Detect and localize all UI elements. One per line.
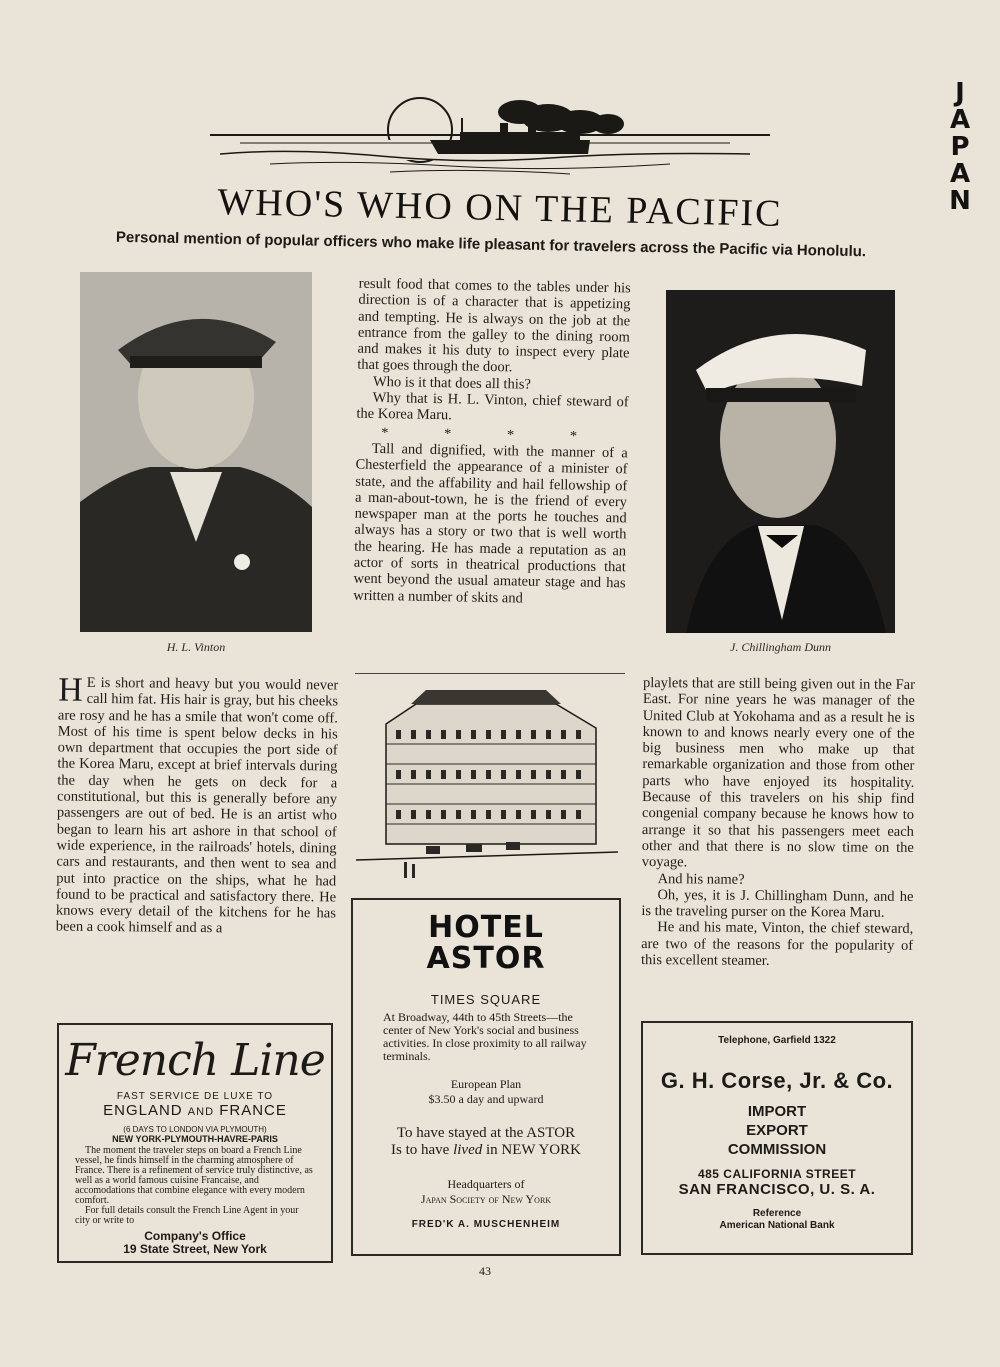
dest-text: ENGLAND: [103, 1102, 188, 1119]
hotel-building-illustration: [356, 684, 618, 894]
paragraph: And his name?: [657, 870, 745, 888]
paragraph: Tall and dignified, with the manner of a Chesterfield the appearance of a minister of state, and the affability and hail fellowship of a man-about-town, he is the friend of every newspaper man at the ports he touches and always has a story or two that is well worth the hearing. He has made a reputation as an actor of sorts in theatrical productions that went beyond the usual amateur stage and has written a number of skits and: [353, 440, 628, 607]
hotel-name-line: HOTEL: [428, 910, 544, 945]
hotel-slogan: [353, 1125, 619, 1159]
side-letter: A: [949, 159, 971, 189]
drop-cap: H: [58, 671, 83, 709]
corse-telephone: Telephone, Garfield 1322: [718, 1035, 836, 1046]
side-letter: N: [949, 186, 971, 216]
slogan-emphasis: lived: [453, 1142, 483, 1158]
french-office: [59, 1230, 331, 1256]
article-column-left: [55, 671, 339, 939]
french-days: (6 DAYS TO LONDON VIA PLYMOUTH): [123, 1125, 267, 1134]
section-divider-stars: * * * *: [381, 424, 604, 445]
hotel-rate: $3.50 a day and upward: [428, 1092, 544, 1106]
corse-reference: [643, 1208, 911, 1232]
hotel-astor-ad: [351, 898, 621, 1256]
hotel-manager: FRED'K A. MUSCHENHEIM: [411, 1219, 561, 1230]
dest-text: AND: [187, 1106, 215, 1118]
office-address: 19 State Street, New York: [123, 1242, 267, 1256]
service-line: COMMISSION: [727, 1141, 827, 1158]
french-details-text: For full details consult the French Line Agent in your city or write to: [75, 1205, 299, 1226]
french-line-ad: [57, 1023, 333, 1263]
french-route: NEW YORK-PLYMOUTH-HAVRE-PARIS: [112, 1134, 278, 1144]
slogan-text: Is to have: [391, 1142, 454, 1158]
ref-bank: American National Bank: [719, 1220, 835, 1231]
paragraph: Oh, yes, it is J. Chillingham Dunn, and he is the traveling purser on the Korea Maru.: [641, 887, 914, 921]
slogan-line: To have stayed at the ASTOR: [396, 1125, 576, 1141]
french-service: FAST SERVICE DE LUXE TO: [116, 1091, 274, 1102]
side-letter: P: [950, 132, 970, 162]
page-title: WHO'S WHO ON THE PACIFIC: [217, 181, 783, 235]
hotel-headquarters: [353, 1177, 619, 1207]
paragraph: result food that comes to the tables under his direction is of a character that is appetizing and tempting. He is always on the job at the entrance from the galley to the dining room and makes it his duty to inspect every plate that goes through the door.: [357, 275, 631, 376]
hq-line: Japan Society of New York: [420, 1192, 552, 1206]
french-line-logo: French Line: [65, 1035, 325, 1086]
french-body-text: The moment the traveler steps on board a French Line vessel, he finds himself in the charming atmosphere of France. There is a refinement of service truly distinctive, as well as a world famous cuisine Francaise, and accomodations that combine elegance with every modern comfort.: [75, 1145, 313, 1206]
hotel-plan-name: European Plan: [450, 1077, 522, 1091]
photo-caption-dunn: J. Chillingham Dunn: [730, 640, 831, 654]
office-label: Company's Office: [144, 1229, 246, 1243]
dest-text: FRANCE: [214, 1102, 287, 1119]
side-label-japan: [948, 80, 972, 215]
steamship-illustration: [210, 88, 770, 188]
portrait-photo-vinton: [80, 272, 312, 632]
hotel-name: [353, 912, 619, 974]
corse-city: SAN FRANCISCO, U. S. A.: [678, 1181, 876, 1198]
paragraph: Who is it that does all this?: [372, 373, 532, 393]
side-letter: A: [949, 105, 971, 135]
article-column-right: [641, 675, 915, 970]
french-body: [75, 1146, 313, 1226]
hotel-address: At Broadway, 44th to 45th Streets—the center of New York's social and business activities. In close proximity to all railway terminals.: [383, 1010, 587, 1063]
paragraph: He and his mate, Vinton, the chief steward, are two of the reasons for the popularity of this excellent steamer.: [640, 919, 914, 969]
hq-line: Headquarters of: [447, 1177, 525, 1191]
paragraph-text: E is short and heavy but you would never call him fat. His hair is gray, but his cheeks are rosy and he has a smile that won't come off. Most of his time is spent below decks in his own department that occupies the port side of the Korea Maru, except at brief intervals during the day when he gets on deck for a constitutional, but this is generally before any passengers are out of bed. He is an artist who began to learn his art ashore in that school of wide experience, in the railroads' hotels, dining cars and restaurants, and then went to sea and put into practice on the ships, what he had found to be practical and satisfactory there. He knows every detail of the kitchens for he has been a cook himself and as a: [55, 674, 339, 937]
hotel-name-line: ASTOR: [426, 941, 546, 976]
hotel-plan: [353, 1077, 619, 1107]
french-destination: [59, 1102, 331, 1121]
column-rule: [355, 673, 625, 674]
photo-caption-vinton: H. L. Vinton: [166, 640, 226, 654]
article-column-middle: [353, 276, 631, 609]
corse-company-ad: [641, 1021, 913, 1255]
corse-services: [643, 1102, 911, 1159]
service-line: EXPORT: [746, 1122, 808, 1139]
side-letter: J: [955, 78, 965, 108]
paragraph: [55, 671, 339, 939]
corse-company-name: G. H. Corse, Jr. & Co.: [660, 1068, 894, 1093]
corse-address: 485 CALIFORNIA STREET: [697, 1167, 857, 1181]
page-subtitle: Personal mention of popular officers who make life pleasant for travelers across the Pacific via Honolulu.: [115, 228, 867, 261]
paragraph: playlets that are still being given out in the Far East. For nine years he was manager of the United Club at Yokohama and as a result he is known to and knows nearly every one of the big business men who make up that remarkable organization and those from other parts who have enjoyed its hospitality. Because of this travelers on his ship find congenial company because he knows how to arrange it so that his passengers meet each other and that there is no slow time on the voyage.: [641, 675, 916, 871]
page-number: 43: [479, 1264, 491, 1278]
ref-label: Reference: [752, 1208, 802, 1219]
hotel-location: TIMES SQUARE: [430, 992, 542, 1007]
portrait-photo-dunn: [666, 290, 895, 633]
paragraph: Why that is H. L. Vinton, chief steward of the Korea Maru.: [356, 389, 629, 424]
slogan-text: in NEW YORK: [482, 1142, 581, 1158]
service-line: IMPORT: [747, 1103, 807, 1120]
slogan-line: [353, 1142, 619, 1159]
